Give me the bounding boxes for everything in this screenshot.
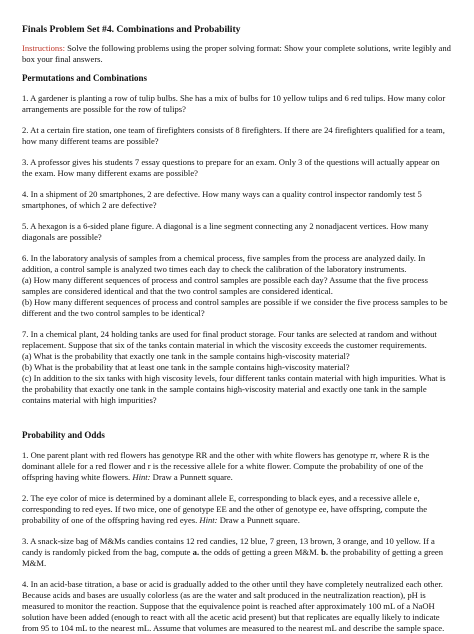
perm-question-7b: (b) What is the probability that at least one tank in the sample contains high-viscosity material? <box>22 362 350 372</box>
prob-question-3-part-b-text: the probability of getting a green M&M. <box>22 547 444 568</box>
perm-question-7-stem: 7. In a chemical plant, 24 holding tanks are used for final product storage. Four tanks are selected at random and without replacement. Suppose that six of the tanks contain material in which the viscosity exceeds the customer requirements. <box>22 329 437 350</box>
prob-question-2-hint-text: Draw a Punnett square. <box>217 515 300 525</box>
section-title-permutations: Permutations and Combinations <box>22 73 148 83</box>
perm-question-6-stem: 6. In the laboratory analysis of samples from a chemical process, five samples from the process are analyzed daily. In addition, a control sample is analyzed two times each day to check the calibration of the laboratory instruments. <box>22 253 426 274</box>
section-title-probability: Probability and Odds <box>22 430 105 440</box>
perm-question-7c: (c) In addition to the six tanks with high viscosity levels, four different tanks contain material with high impurities. What is the probability that exactly one tank in the sample contains high-viscosity material and exactly one tank in the sample contains material with high impurities? <box>22 373 446 405</box>
prob-question-4: 4. In an acid-base titration, a base or acid is gradually added to the other until they have completely neutralized each other. Because acids and bases are usually colorless (as are the water and salt produced in the neutralization reaction), pH is measured to monitor the reaction. Suppose that the equivalence point is reached after approximately 100 mL of a NaOH solution have been added (enough to react with all the acetic acid present) but that replicates are equally likely to indicate from 95 to 104 mL to the nearest mL. Assume that volumes are measured to the nearest mL and describe the sample space. <box>22 579 445 633</box>
prob-question-3-text: 3. A snack-size bag of M&Ms candies contains 12 red candies, 12 blue, 7 green, 13 brown, 3 orange, and 10 yellow. If a candy is randomly picked from the bag, compute <box>22 536 435 557</box>
prob-question-1 <box>22 450 452 483</box>
perm-question-6b: (b) How many different sequences of process and control samples are possible if we consider the five process samples to be different and the two control samples to be identical? <box>22 297 448 318</box>
prob-question-1-hint-label: Hint: <box>132 472 151 482</box>
perm-question-5: 5. A hexagon is a 6-sided plane figure. A diagonal is a line segment connecting any 2 nonadjacent vertices. How many diagonals are possible? <box>22 221 429 242</box>
instructions-label: Instructions: <box>22 43 65 53</box>
prob-question-3-part-a-label: a. <box>192 547 200 557</box>
perm-question-3: 3. A professor gives his students 7 essay questions to prepare for an exam. Only 3 of the questions will actually appear on the exam. How many different exams are possible? <box>22 157 440 178</box>
prob-question-3-part-a-text: the odds of getting a green M&M. <box>199 547 322 557</box>
perm-question-7a: (a) What is the probability that exactly one tank in the sample contains high-viscosity material? <box>22 351 350 361</box>
instructions <box>22 43 452 65</box>
prob-question-2-hint-label: Hint: <box>199 515 218 525</box>
perm-question-6a: (a) How many different sequences of process and control samples are possible each day? Assume that the five process samples are considered identical and that the two control samples are considered identical. <box>22 275 428 296</box>
prob-question-1-text: 1. One parent plant with red flowers has genotype RR and the other with white flowers has genotype rr, where R is the dominant allele for a red flower and r is the recessive allele for a white flower. Compute the probability of one of the offspring having white flowers. <box>22 450 430 482</box>
perm-question-7 <box>22 329 452 406</box>
instructions-text: Solve the following problems using the proper solving format: Show your complete solutions, write legibly and box your final answers. <box>22 43 451 64</box>
perm-question-2: 2. At a certain fire station, one team of firefighters consists of 8 firefighters. If there are 24 firefighters qualified for a team, how many different teams are possible? <box>22 125 445 146</box>
perm-question-1: 1. A gardener is planting a row of tulip bulbs. She has a mix of bulbs for 10 yellow tulips and 6 red tulips. How many color arrangements are possible for the row of tulips? <box>22 93 446 114</box>
prob-question-2-text: 2. The eye color of mice is determined by a dominant allele E, corresponding to black eyes, and a recessive allele e, corresponding to red eyes. If two mice, one of genotype EE and the other of genotype ee, have offspring, compute the probability of one of the offspring having red eyes. <box>22 493 428 525</box>
perm-question-4: 4. In a shipment of 20 smartphones, 2 are defective. How many ways can a quality control inspector randomly test 5 smartphones, of which 2 are defective? <box>22 189 422 210</box>
prob-question-3 <box>22 536 452 569</box>
prob-question-2 <box>22 493 452 526</box>
perm-question-6 <box>22 253 452 319</box>
prob-question-3-part-b-label: b. <box>321 547 328 557</box>
document-title: Finals Problem Set #4. Combinations and Probability <box>22 24 241 35</box>
prob-question-1-hint-text: Draw a Punnett square. <box>150 472 233 482</box>
